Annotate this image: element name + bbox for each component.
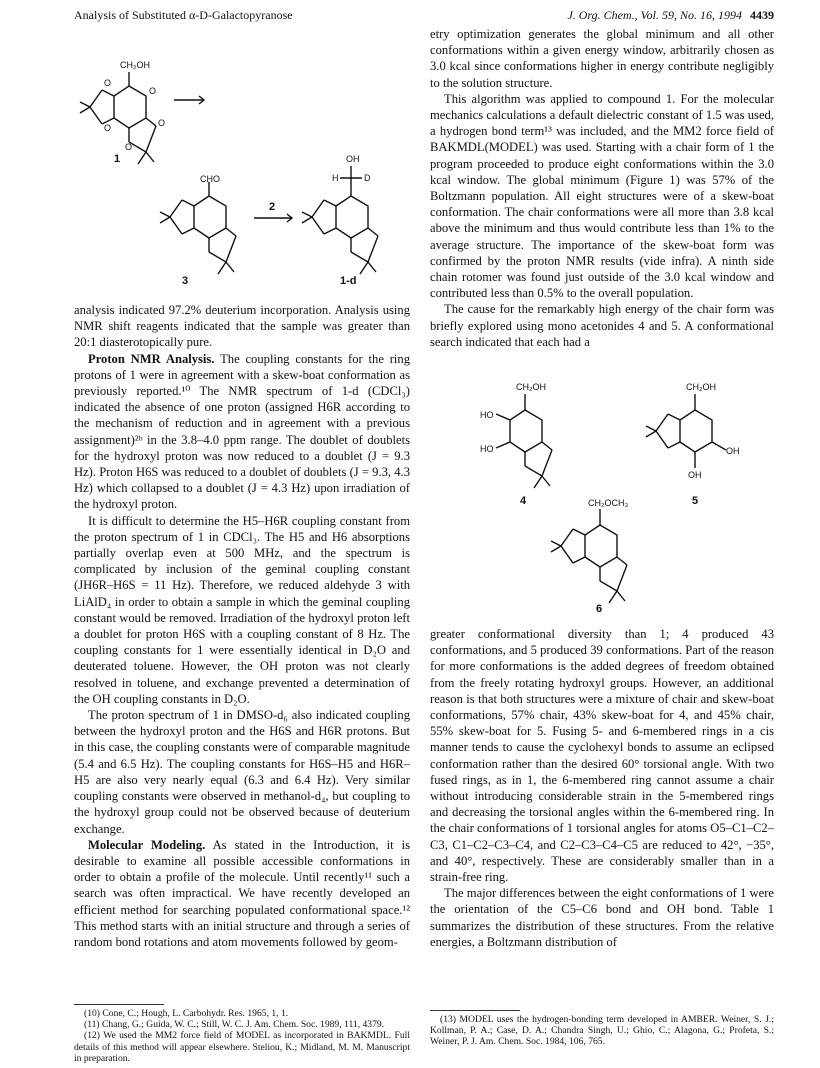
right-column-top [430, 26, 774, 350]
footnote: (13) MODEL uses the hydrogen-bonding term developed in AMBER. Weiner, S. J.; Kollman, P. A.; Case, D. A.; Chandra Singh, U.; Ghio, C.; Alagona, G.; Profeta, S.; Weiner, P. J. Am. Chem. Soc. 1984, 106, 765. [430, 1014, 774, 1048]
page-number: 4439 [750, 8, 774, 22]
paragraph: analysis indicated 97.2% deuterium incorporation. Analysis using NMR shift reagents indicated that the sample was greater than 20:1 diasterotopically pure. [74, 303, 410, 350]
d-label: D [364, 173, 371, 183]
right-column-bottom [430, 626, 774, 950]
o-label: O [104, 78, 112, 88]
footnote-rule [74, 1004, 164, 1005]
footnote: (10) Cone, C.; Hough, L. Carbohydr. Res. 1965, 1, 1. [84, 1008, 289, 1019]
ho-label: HO [480, 444, 494, 454]
paragraph: etry optimization generates the global minimum and all other conformations within a given energy window, arbitrarily chosen as 3.0 kcal since conformations higher in energy contribute negligibly to the solution structure. [430, 27, 774, 90]
ch2och3-label: CH₂OCH₃ [588, 498, 629, 508]
cho-label: CHO [200, 174, 220, 184]
oh-label: OH [688, 470, 702, 480]
scheme-2 [430, 380, 774, 616]
left-column [74, 302, 410, 950]
ch2oh-label-1: CH₂OH [120, 60, 150, 70]
compound-1-structure [80, 72, 204, 164]
footnote: (12) We used the MM2 force field of MODEL as incorporated in BAKMDL. Full details of this method will appear elsewhere. Steliou, K.; Midland, M. M. Manuscript in preparation. [74, 1030, 410, 1064]
paragraph: The proton spectrum of 1 in DMSO-d₆ also indicated coupling between the hydroxyl proton and the H6S and H6R protons. But in this case, the coupling constants were of comparable magnitude (5.4 and 6.5 Hz). The coupling constants for H6S–H5 and H6R–H5 are also very nearly equal (6.3 and 6.4 Hz). Very similar coupling constants were observed in methanol-d₄, but coupling to the hydroxyl group could not be observed because of deuterium exchange. [74, 708, 410, 836]
o-label: O [104, 123, 112, 133]
compound-number-4: 4 [520, 495, 527, 507]
ch2oh-label: CH₂OH [686, 382, 716, 392]
compound-number-1d: 1-d [340, 275, 357, 287]
o-label: O [149, 86, 157, 96]
compound-5-structure [646, 394, 726, 468]
scheme-1 [74, 56, 410, 290]
paragraph: Molecular Modeling. As stated in the Introduction, it is desirable to examine all possible accessible conformations in order to obtain a profile of the molecule. Until recently¹¹ such a search was often impractical. We have recently developed an efficient method for searching populated conformational space.¹² This method starts with an initial structure and through a series of random bond rotations and atom movements followed by geom- [74, 837, 410, 949]
header-journal: J. Org. Chem., Vol. 59, No. 16, 1994 4439 [567, 8, 774, 22]
compound-number-6: 6 [596, 603, 603, 615]
compound-4-structure [496, 394, 552, 488]
paragraph: It is difficult to determine the H5–H6R coupling constant from the proton spectrum of 1 in CDCl₃. The H5 and H6 absorptions partially overlap even at 500 MHz, and the spectrum is complicated by inclusion of the geminal coupling constant (JH6R–H6S = 11 Hz). Therefore, we reduced aldehyde 3 with LiAlD₄ in order to obtain a sample in which the geminal coupling constant would be removed. Irradiation of the hydroxyl proton left a doublet for proton H6S with a coupling constant of 8 Hz. The coupling constants for 1 were essentially identical in D₂O and deuterated toluene. However, the OH proton was not clearly resolved in toluene, and exchange prevented a determination of the OH coupling constants in D₂O. [74, 513, 410, 706]
paragraph: The cause for the remarkably high energy of the chair form was briefly explored using mono acetonides 4 and 5. A conformational search indicated that each had a [430, 302, 774, 349]
ho-label: HO [480, 410, 494, 420]
oh-label: OH [346, 154, 360, 164]
compound-3-structure [160, 182, 236, 274]
compound-number-3: 3 [182, 275, 189, 287]
h-label: H [332, 173, 339, 183]
compound-number-1: 1 [114, 153, 121, 165]
paragraph: greater conformational diversity than 1; 4 produced 43 conformations, and 5 produced 39 conformations. Part of the reason for more conformations is the added degrees of freedom obtained from the freely rotating hydroxyl groups. However, an additional reason is that both structures were a mixture of chair and skew-boat conformations, 57% chair, 43% skew-boat for 4, and 45% chair, 55% skew-boat for 5. Fusing 5- and 6-membered rings in a cis manner tends to cause the cyclohexyl bonds to assume an eclipsed conformation rather than the desired 60° torsional angle. With two fused rings, as in 1, the 6-membered ring cannot assume a chair without introducing considerable strain in the 5-membered rings and decreasing the torsional angles within the 6-membered ring. In the chair conformations of 1 torsional angles for atoms O5–C1–C2–C3, C1–C2–C3–C4, and C2–C3–C4–C5 are reduced to 42°, −35°, and 40°, respectively. These are considerably smaller than in a strain-free ring. [430, 627, 774, 885]
paragraph: The major differences between the eight conformations of 1 were the orientation of the C5–C6 bond and OH bond. Table 1 summarizes the distribution of these structures. From the relative energies, a Boltzmann distribution of [430, 886, 774, 949]
compound-number-5: 5 [692, 495, 699, 507]
reagent-number-2: 2 [269, 201, 276, 213]
compound-6-structure [551, 509, 627, 603]
footnote: (11) Chang, G.; Guida, W. C.; Still, W. C. J. Am. Chem. Soc. 1989, 111, 4379. [84, 1019, 385, 1031]
o-label: O [125, 142, 133, 152]
right-footnotes [430, 1014, 774, 1048]
header-title: Analysis of Substituted α-D-Galactopyranose [74, 8, 293, 22]
section-heading: Proton NMR Analysis. [88, 351, 215, 366]
footnote-rule [430, 1010, 520, 1011]
left-footnotes [74, 1008, 410, 1064]
ch2oh-label: CH₂OH [516, 382, 546, 392]
section-heading: Molecular Modeling. [88, 837, 206, 852]
oh-label: OH [726, 446, 740, 456]
paragraph: Proton NMR Analysis. The coupling constants for the ring protons of 1 were in agreement with a skew-boat conformation as previously reported.¹⁰ The NMR spectrum of 1-d (CDCl₃) indicated the absence of one proton (assigned H6R according to the mechanism of reduction and in agreement with a previous assignment)²ᵇ in the 3.8–4.0 ppm range. The doublet of doublets for the hydroxyl proton was now reduced to a doublet (J = 9.3 Hz). Proton H6S was reduced to a doublet of doublets (J = 9.3, 4.3 Hz) which collapsed to a doublet (J = 4.3 Hz) upon irradiation of the hydroxyl proton. [74, 351, 411, 512]
running-header [74, 8, 774, 26]
o-label: O [158, 118, 166, 128]
paragraph: This algorithm was applied to compound 1. For the molecular mechanics calculations a default dielectric constant of 1.5 was used, a hydrogen bond term¹³ was included, and the MM2 force field of BAKMDL(MODEL) was used. Starting with a chair form of 1 the program proceeded to produce eight conformations within the 3.0 kcal window. The global minimum (Figure 1) was 57% of the Boltzmann population. All eight structures were of a skew-boat conformation. The chair conformations were all more than 3.8 kcal above the minimum and thus would contribute less than 1% to the average structure. The importance of the skew-boat form was confirmed by the proton NMR results (vide infra). A ninth side chain rotomer was found just outside of the 3.0 kcal window and contributed less than 0.5% to the overall population. [430, 91, 774, 301]
